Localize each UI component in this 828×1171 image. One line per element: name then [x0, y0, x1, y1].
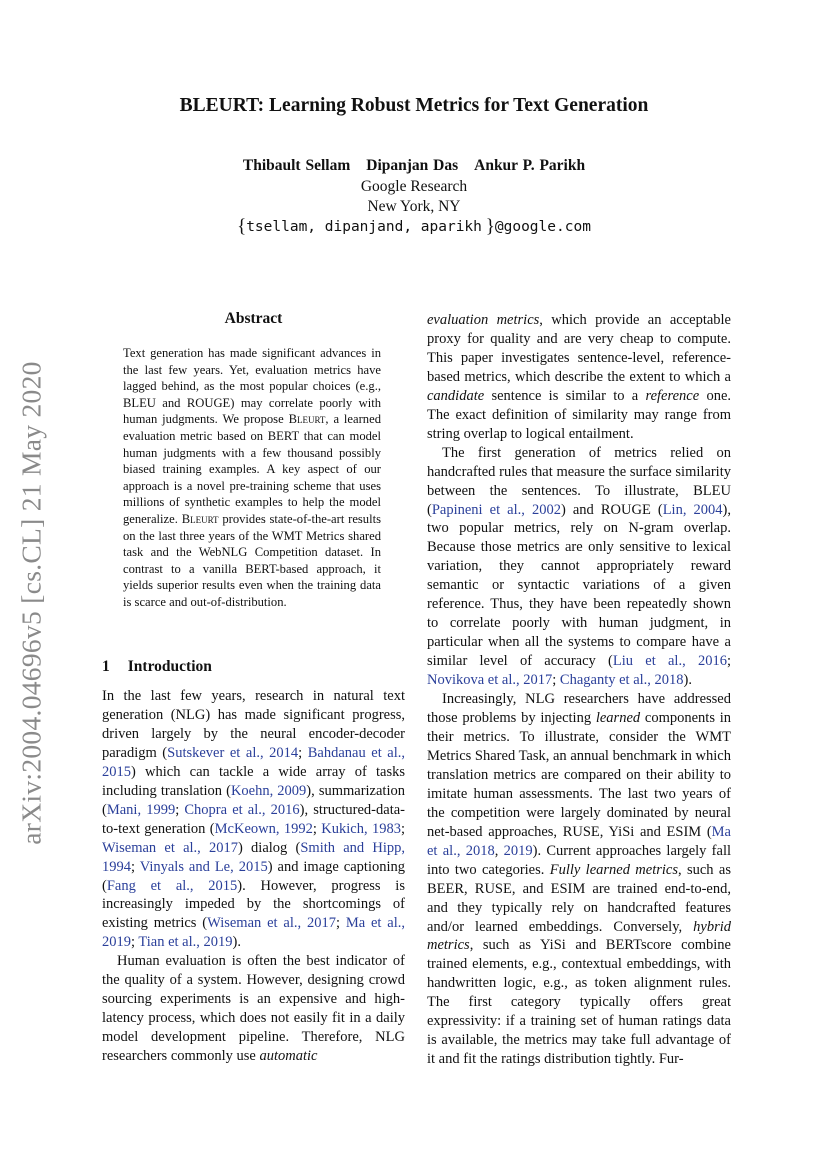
- location: New York, NY: [367, 198, 461, 215]
- abstract-heading: Abstract: [224, 310, 283, 327]
- arxiv-id: arXiv:2004.04696v5 [cs.CL] 21 May 2020: [16, 360, 47, 845]
- citation-link[interactable]: Wiseman et al., 2017: [207, 915, 336, 932]
- section-number: 1: [102, 658, 110, 675]
- email-names: tsellam, dipanjand, aparikh: [246, 219, 482, 235]
- introduction-body: [102, 687, 405, 1066]
- paragraph: The first generation of metrics relied on handcrafted rules that measure the surface similarity between the sentences. To illustrate, BLEU (Papineni et al., 2002) and ROUGE (Lin, 2004), two popular metrics, rely on N-gram overlap. Because those metrics are only sensitive to lexical variation, they cannot appropriately reward semantic or syntactic variations of a given reference. Thus, they have been repeatedly shown to correlate poorly with human judgment, in particular when all the systems to compare have a similar level of accuracy (Liu et al., 2016; Novikova et al., 2017; Chaganty et al., 2018).: [427, 444, 731, 689]
- citation-link[interactable]: Bahdanau et al., 2015: [102, 744, 405, 780]
- citation-link[interactable]: Liu et al., 2016: [612, 653, 727, 670]
- citation-link[interactable]: Sutskever et al., 2014: [167, 744, 299, 761]
- author-list: [0, 157, 828, 175]
- affiliation: Google Research: [360, 178, 468, 195]
- paper-title: BLEURT: Learning Robust Metrics for Text Generation: [179, 95, 649, 116]
- citation-link[interactable]: Fang et al., 2015: [106, 877, 238, 894]
- paragraph: In the last few years, research in natural text generation (NLG) has made significant progress, driven largely by the neural encoder-decoder paradigm (Sutskever et al., 2014; Bahdanau et al., 2015) which can tackle a wide array of tasks including translation (Koehn, 2009), summarization (Mani, 1999; Chopra et al., 2016), structured-data-to-text generation (McKeown, 1992; Kukich, 1983; Wiseman et al., 2017) dialog (Smith and Hipp, 1994; Vinyals and Le, 2015) and image captioning (Fang et al., 2015). However, progress is increasingly impeded by the shortcomings of existing metrics (Wiseman et al., 2017; Ma et al., 2019; Tian et al., 2019).: [102, 688, 406, 951]
- abstract-body: Text generation has made significant advances in the last few years. Yet, evaluation metrics have lagged behind, as the most popular choices (e.g., BLEU and ROUGE) may correlate poorly with human judgments. We propose Bleurt, a learned evaluation metric based on BERT that can model human judgments with a few thousand possibly biased training examples. A key aspect of our approach is a novel pre-training scheme that uses millions of synthetic examples to help the model generalize. Bleurt provides state-of-the-art results on the last three years of the WMT Metrics shared task and the WebNLG Competition dataset. In contrast to a vanilla BERT-based approach, it yields superior results even when the training data is scarce and out-of-distribution.: [123, 346, 382, 609]
- citation-link[interactable]: Koehn, 2009: [230, 782, 307, 799]
- citation-link[interactable]: 2019: [503, 842, 533, 859]
- author: Dipanjan Das: [366, 157, 459, 174]
- author: Thibault Sellam: [242, 157, 351, 174]
- citation-link[interactable]: Vinyals and Le, 2015: [139, 858, 268, 875]
- citation-link[interactable]: Chaganty et al., 2018: [559, 672, 684, 689]
- citation-link[interactable]: Mani, 1999: [106, 801, 176, 818]
- author: Ankur P. Parikh: [474, 157, 586, 174]
- email-line: {tsellam, dipanjand, aparikh }@google.com: [237, 216, 591, 237]
- paragraph: evaluation metrics, which provide an acceptable proxy for quality and are very cheap to compute. This paper investigates sentence-level, reference-based metrics, which describe the extent to which a candidate sentence is similar to a reference one. The exact definition of similarity may range from string overlap to logical entailment.: [427, 312, 732, 442]
- paragraph: Human evaluation is often the best indicator of the quality of a system. However, designing crowd sourcing experiments is an expensive and high-latency process, which does not easily fit in a daily model development pipeline. Therefore, NLG researchers commonly use automatic: [102, 953, 405, 1065]
- arxiv-stamp: [12, 355, 52, 850]
- citation-link[interactable]: Lin, 2004: [662, 501, 723, 518]
- citation-link[interactable]: Ma et al., 2019: [102, 915, 406, 951]
- citation-link[interactable]: Chopra et al., 2016: [184, 801, 300, 818]
- right-column-body: [427, 311, 731, 1069]
- citation-link[interactable]: Ma et al., 2018: [427, 823, 731, 859]
- citation-link[interactable]: Kukich, 1983: [321, 820, 401, 837]
- citation-link[interactable]: Novikova et al., 2017: [427, 672, 553, 689]
- section-title: Introduction: [127, 658, 212, 675]
- citation-link[interactable]: Tian et al., 2019: [138, 934, 233, 951]
- citation-link[interactable]: Wiseman et al., 2017: [102, 839, 239, 856]
- bleurt-name: Bleurt: [288, 412, 326, 427]
- citation-link[interactable]: Smith and Hipp, 1994: [102, 839, 406, 875]
- citation-link[interactable]: McKeown, 1992: [214, 820, 313, 837]
- paragraph: Increasingly, NLG researchers have addressed those problems by injecting learned components in their metrics. To illustrate, consider the WMT Metrics Shared Task, an annual benchmark in which translation metrics are compared on their ability to imitate human assessments. The last two years of the competition were largely dominated by neural net-based approaches, RUSE, YiSi and ESIM (Ma et al., 2018, 2019). Current approaches largely fall into two categories. Fully learned metrics, such as BEER, RUSE, and ESIM are trained end-to-end, and they typically rely on handcrafted features and/or learned embeddings. Conversely, hybrid metrics, such as YiSi and BERTscore combine trained elements, e.g., contextual embeddings, with handwritten logic, e.g., as token alignment rules. The first category typically offers great expressivity: if a training set of human ratings data is available, the metrics may take full advantage of it and fit the ratings distribution tightly. Fur-: [427, 691, 732, 1068]
- citation-link[interactable]: Papineni et al., 2002: [431, 501, 561, 518]
- section-heading-introduction: [102, 658, 212, 676]
- email-domain: @google.com: [494, 219, 591, 235]
- bleurt-name: Bleurt: [181, 511, 219, 526]
